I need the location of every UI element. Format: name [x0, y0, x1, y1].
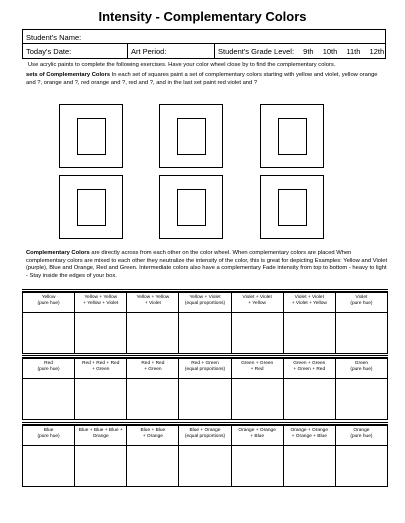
date-field[interactable]: Today's Date:	[23, 44, 128, 59]
paint-square[interactable]	[260, 175, 324, 239]
mix-label: Blue + Blue + Blue + Orange	[75, 426, 127, 446]
inner-square[interactable]	[177, 189, 206, 226]
paint-square[interactable]	[59, 104, 123, 168]
paint-box[interactable]	[231, 313, 283, 354]
paint-box[interactable]	[23, 313, 75, 354]
paint-box[interactable]	[75, 313, 127, 354]
sets-heading: sets of Complementary Colors	[26, 72, 111, 78]
mix-label: Green + Green + Red	[231, 359, 283, 379]
paint-square[interactable]	[59, 175, 123, 239]
paint-square[interactable]	[159, 104, 223, 168]
mix-label: Yellow + Violet (equal proportions)	[179, 293, 231, 313]
paint-box[interactable]	[335, 313, 387, 354]
mix-label: Blue (pure hue)	[23, 426, 75, 446]
paint-box[interactable]	[231, 379, 283, 420]
page-title: Intensity - Complementary Colors	[98, 9, 307, 24]
grade-level-field[interactable]	[215, 44, 385, 59]
mix-label: Blue + Orange (equal proportions)	[179, 426, 231, 446]
mix-label: Yellow (pure hue)	[23, 293, 75, 313]
inner-square[interactable]	[278, 189, 307, 226]
paint-box[interactable]	[283, 313, 335, 354]
mix-label: Green + Green + Green + Red	[283, 359, 335, 379]
paint-box[interactable]	[335, 379, 387, 420]
paint-box[interactable]	[179, 313, 231, 354]
inner-square[interactable]	[77, 189, 106, 226]
paint-box[interactable]	[127, 379, 179, 420]
grade-option[interactable]: 9th	[303, 47, 314, 56]
grade-level-label: Student's Grade Level:	[218, 47, 295, 56]
inner-square[interactable]	[177, 118, 206, 155]
paint-box[interactable]	[127, 446, 179, 487]
mix-label: Violet + Violet + Yellow	[231, 293, 283, 313]
paint-box[interactable]	[283, 379, 335, 420]
mix-label: Yellow + Yellow + Violet	[127, 293, 179, 313]
sets-paragraph	[26, 72, 386, 87]
mixing-table-yellow-violet	[22, 292, 388, 354]
complementary-heading: Complementary Colors	[26, 250, 90, 256]
complementary-paragraph	[26, 250, 388, 280]
grade-option[interactable]: 10th	[322, 47, 338, 56]
paint-box[interactable]	[231, 446, 283, 487]
mix-label: Red + Green (equal proportions)	[179, 359, 231, 379]
paint-box[interactable]	[23, 446, 75, 487]
student-name-field[interactable]: Student's Name:	[23, 30, 385, 44]
student-info-box	[22, 29, 386, 59]
paint-box[interactable]	[335, 446, 387, 487]
grade-option[interactable]: 12th	[369, 47, 385, 56]
mix-label: Yellow + Yellow + Yellow + Violet	[75, 293, 127, 313]
mixing-table-red-green	[22, 358, 388, 420]
inner-square[interactable]	[77, 118, 106, 155]
paint-square[interactable]	[260, 104, 324, 168]
paint-box[interactable]	[283, 446, 335, 487]
paint-box[interactable]	[179, 446, 231, 487]
grade-option[interactable]: 11th	[346, 47, 361, 56]
inner-square[interactable]	[278, 118, 307, 155]
paint-box[interactable]	[23, 379, 75, 420]
paint-box[interactable]	[75, 379, 127, 420]
mix-label: Orange + Orange + Blue	[231, 426, 283, 446]
paint-box[interactable]	[179, 379, 231, 420]
art-period-field[interactable]: Art Period:	[128, 44, 215, 59]
mix-label: Orange (pure hue)	[335, 426, 387, 446]
mix-label: Red + Red + Green	[127, 359, 179, 379]
mix-label: Red + Red + Red + Green	[75, 359, 127, 379]
mix-label: Orange + Orange + Orange + Blue	[283, 426, 335, 446]
paint-square[interactable]	[159, 175, 223, 239]
mix-label: Violet + Violet + Violet + Yellow	[283, 293, 335, 313]
mix-label: Violet (pure hue)	[335, 293, 387, 313]
instructions-text: Use acrylic paints to complete the following exercises. Have your color wheel close by to find the complementary colors.	[28, 62, 336, 68]
complementary-text: are directly across from each other on the color wheel. When complementary colors are placed When complementary colors are mixed to each other they neutralize the intensity of the color, this is great for depicting Examples: Yellow and Violet (purple), Blue and Orange, Red and Green. Intermediate colors also have a complementary Fade intensity from top to bottom - heavy to light - Stay inside the edges of your box.	[26, 250, 388, 279]
mix-label: Blue + Blue + Orange	[127, 426, 179, 446]
mix-label: Green (pure hue)	[335, 359, 387, 379]
paint-box[interactable]	[127, 313, 179, 354]
paint-box[interactable]	[75, 446, 127, 487]
mixing-table-blue-orange	[22, 425, 388, 487]
sets-text: In each set of squares paint a set of complementary colors starting with yellow and violet, yellow orange and ?, orange and ?, red orange and ?, red and ?, and in the last set paint red violet and ?	[26, 72, 378, 86]
mix-label: Red (pure hue)	[23, 359, 75, 379]
